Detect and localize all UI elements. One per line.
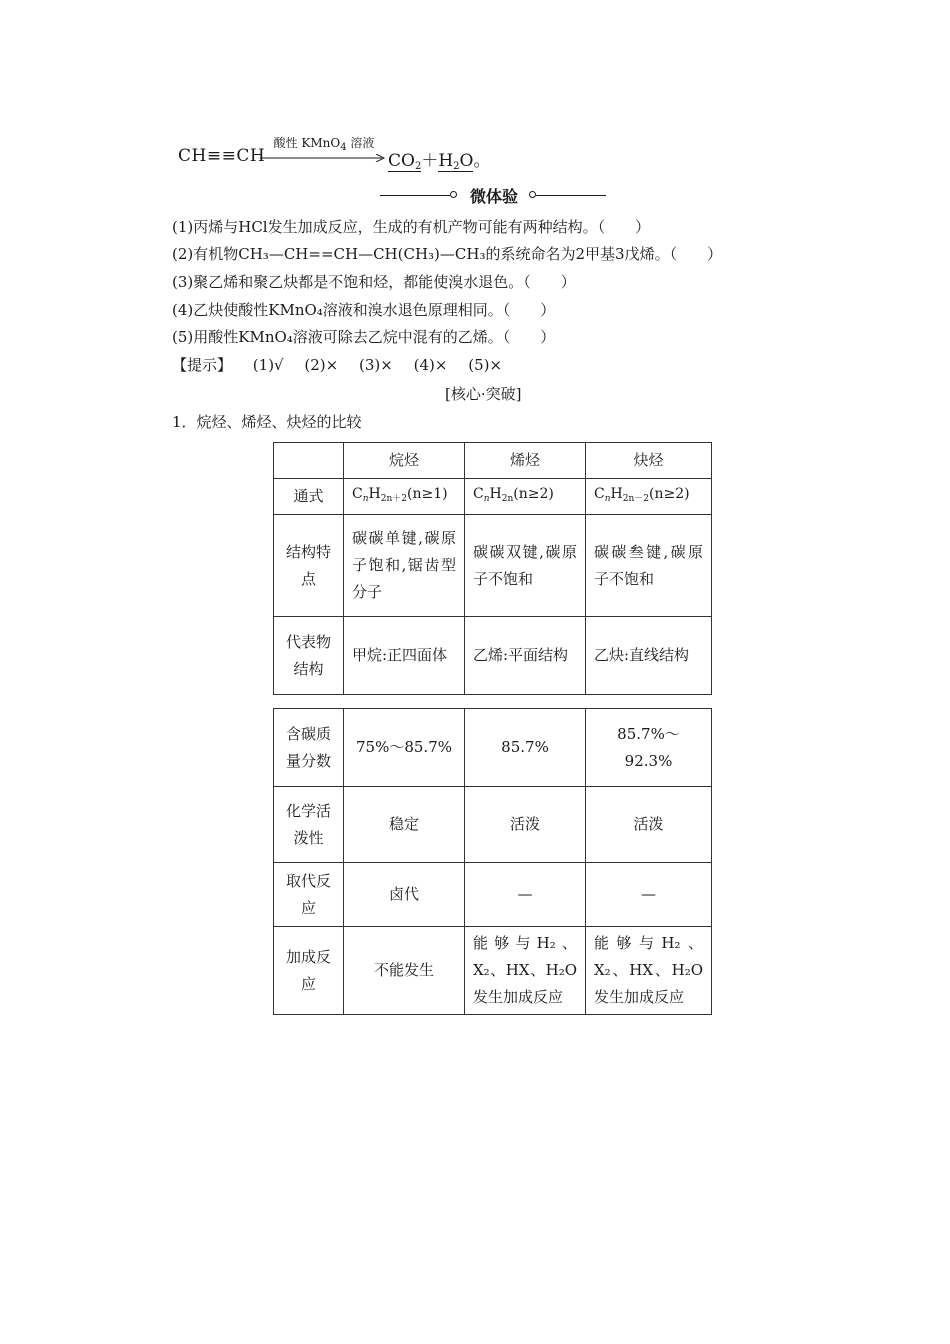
question-5: (5)用酸性KMnO₄溶液可除去乙烷中混有的乙烯。（ ） xyxy=(172,328,556,346)
heading-rule-right xyxy=(536,195,606,196)
hint-label: 【提示】 xyxy=(172,356,233,374)
formula-alkene: $C_nH_{2n}(n\ge 2)$ xyxy=(465,479,586,515)
table-row-structure xyxy=(274,515,712,617)
cell-alkene: 活泼 xyxy=(465,787,586,863)
header-empty xyxy=(274,443,344,479)
cell-alkyne: — xyxy=(586,863,712,927)
header-alkyne: 炔烃 xyxy=(586,443,712,479)
table-row-addition xyxy=(274,927,712,1015)
products: $CO_2+H_2O$。 xyxy=(388,151,491,172)
answer-1: (1)√ xyxy=(252,356,284,374)
cell-alkane: 碳碳单键,碳原子饱和,锯齿型分子 xyxy=(344,515,465,617)
cell-alkane: 75%～85.7% xyxy=(344,709,465,787)
formula-alkane: $C_nH_{2n+2}(n\ge 1)$ xyxy=(344,479,465,515)
row-label: 结构特点 xyxy=(274,515,344,617)
cell-alkyne: 碳碳叁键,碳原子不饱和 xyxy=(586,515,712,617)
cell-alkene: — xyxy=(465,863,586,927)
answer-5: (5)× xyxy=(468,356,503,374)
row-label: 通式 xyxy=(274,479,344,515)
cell-alkene: 85.7% xyxy=(465,709,586,787)
answer-2: (2)× xyxy=(304,356,339,374)
reactant: CH≡≡CH xyxy=(178,146,266,166)
header-alkane: 烷烃 xyxy=(344,443,465,479)
cell-alkane: 不能发生 xyxy=(344,927,465,1015)
cell-alkane: 卤代 xyxy=(344,863,465,927)
question-2: (2)有机物CH₃—CH==CH—CH(CH₃)—CH₃的系统命名为2甲基3戊烯。（ ） xyxy=(172,245,723,263)
table-header-row xyxy=(274,443,712,479)
cell-alkane: 甲烷:正四面体 xyxy=(344,617,465,695)
reaction-arrow xyxy=(260,154,386,162)
question-1: (1)丙烯与HCl发生加成反应，生成的有机产物可能有两种结构。（ ） xyxy=(172,218,651,236)
table-row-substitution xyxy=(274,863,712,927)
cell-alkyne: 85.7%～92.3% xyxy=(586,709,712,787)
cell-alkane: 稳定 xyxy=(344,787,465,863)
cell-alkene: 能够与H₂、X₂、HX、H₂O发生加成反应 xyxy=(465,927,586,1015)
row-label: 含碳质量分数 xyxy=(274,709,344,787)
row-label: 取代反应 xyxy=(274,863,344,927)
row-label: 代表物结构 xyxy=(274,617,344,695)
cell-alkyne: 能够与H₂、X₂、HX、H₂O发生加成反应 xyxy=(586,927,712,1015)
heading-dot-right xyxy=(529,191,536,198)
reaction-condition: 酸性 KMnO$_4$ 溶液 xyxy=(273,136,375,153)
reaction-equation xyxy=(178,136,518,174)
table-row-formula xyxy=(274,479,712,515)
heading-dot-left xyxy=(450,191,457,198)
question-4: (4)乙炔使酸性KMnO₄溶液和溴水退色原理相同。（ ） xyxy=(172,301,556,319)
answer-3: (3)× xyxy=(359,356,393,374)
cell-alkene: 碳碳双键,碳原子不饱和 xyxy=(465,515,586,617)
section-title: 1．烷烃、烯烃、炔烃的比较 xyxy=(172,413,362,431)
table-row-reactivity xyxy=(274,787,712,863)
heading-text: 微体验 xyxy=(469,187,518,206)
formula-alkyne: $C_nH_{2n-2}(n\ge 2)$ xyxy=(586,479,712,515)
table-row-representative xyxy=(274,617,712,695)
cell-alkyne: 活泼 xyxy=(586,787,712,863)
row-label: 加成反应 xyxy=(274,927,344,1015)
cell-alkene: 乙烯:平面结构 xyxy=(465,617,586,695)
table-row-carbon-fraction xyxy=(274,709,712,787)
core-label: [核心·突破] xyxy=(445,385,522,403)
heading-rule-left xyxy=(380,195,450,196)
row-label: 化学活泼性 xyxy=(274,787,344,863)
section-heading xyxy=(380,184,606,208)
comparison-table-part2 xyxy=(273,708,712,1015)
header-alkene: 烯烃 xyxy=(465,443,586,479)
comparison-table-part1 xyxy=(273,442,712,695)
cell-alkyne: 乙炔:直线结构 xyxy=(586,617,712,695)
hint-answers xyxy=(172,354,518,375)
question-3: (3)聚乙烯和聚乙炔都是不饱和烃，都能使溴水退色。（ ） xyxy=(172,273,576,291)
answer-4: (4)× xyxy=(413,356,448,374)
